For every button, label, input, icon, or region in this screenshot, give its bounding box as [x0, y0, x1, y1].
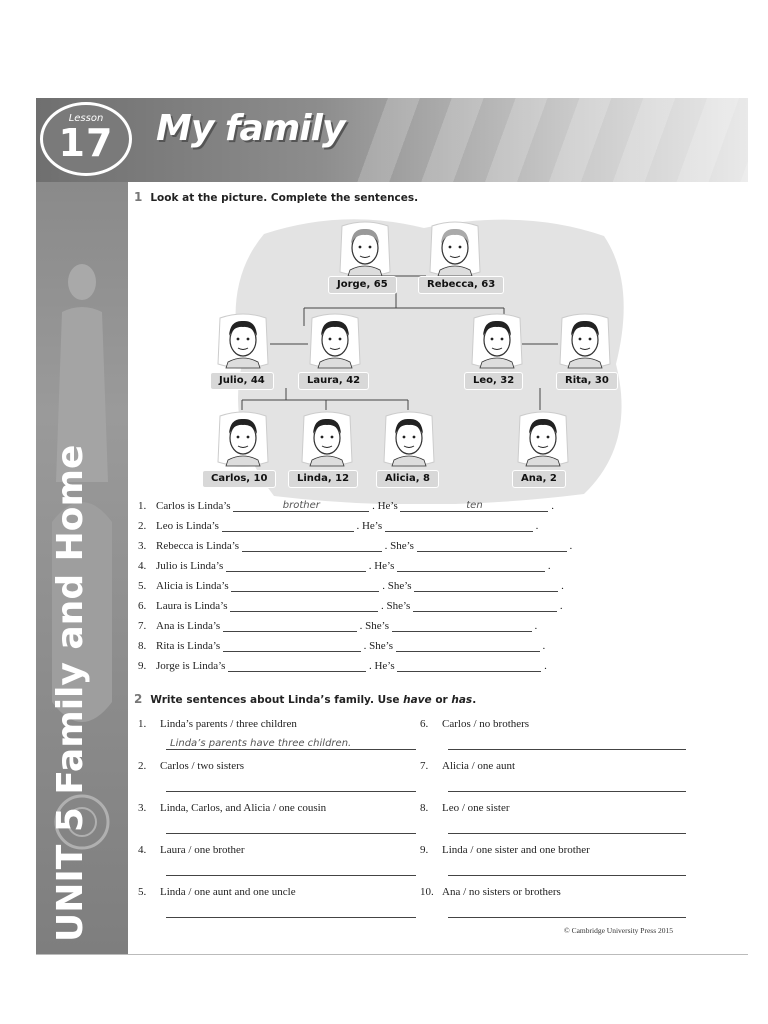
age-blank[interactable] [414, 578, 558, 592]
lesson-number: 17 [58, 121, 114, 165]
item-subject: Alicia is Linda’s [156, 580, 229, 592]
alicia-portrait-icon [382, 410, 436, 468]
prompt-text: Leo / one sister [442, 802, 510, 814]
exercise-2-prompt [138, 886, 296, 898]
answer-line[interactable] [166, 859, 416, 876]
prompt-text: Carlos / no brothers [442, 718, 530, 730]
item-pronoun: . She’s [380, 600, 411, 612]
rebecca-name-tag: Rebecca, 63 [418, 276, 504, 294]
item-number: 9. [420, 844, 429, 856]
ana-portrait-icon [516, 410, 570, 468]
relation-answer: brother [282, 500, 320, 511]
item-pronoun: . She’s [363, 640, 394, 652]
prompt-text: Alicia / one aunt [442, 760, 516, 772]
item-number: 4. [138, 844, 147, 856]
item-number: 8. [420, 802, 429, 814]
prompt-text: Linda / one sister and one brother [442, 844, 590, 856]
relation-blank[interactable] [222, 518, 354, 532]
unit-sidebar [36, 182, 128, 1020]
age-blank[interactable] [385, 518, 533, 532]
item-pronoun: . She’s [359, 620, 390, 632]
linda-portrait-icon [300, 410, 354, 468]
item-subject: Julio is Linda’s [156, 560, 224, 572]
rita-name-tag: Rita, 30 [556, 372, 618, 390]
alicia-name-tag: Alicia, 8 [376, 470, 439, 488]
page-number: 30 [70, 1006, 87, 1020]
item-subject: Laura is Linda’s [156, 600, 228, 612]
relation-blank[interactable] [233, 498, 369, 512]
exercise-1-item: 2. Leo is Linda’s . He’s . [138, 520, 539, 532]
jorge-name-tag: Jorge, 65 [328, 276, 397, 294]
exercise-2-prompt [420, 760, 515, 772]
carlos-name-tag: Carlos, 10 [202, 470, 276, 488]
laura-portrait-icon [308, 312, 362, 370]
exercise-1-item: 4. Julio is Linda’s . He’s . [138, 560, 551, 572]
laura-name-tag: Laura, 42 [298, 372, 369, 390]
exercise-1-item: 8. Rita is Linda’s . She’s . [138, 640, 546, 652]
prompt-text: Linda’s parents / three children [160, 718, 297, 730]
item-pronoun: . He’s [372, 500, 398, 512]
exercise-2-text: Write sentences about Linda’s family. Use [150, 694, 404, 706]
linda-name-tag: Linda, 12 [288, 470, 358, 488]
exercise-1-number: 1 [134, 190, 143, 204]
answer-line[interactable] [448, 901, 686, 918]
item-number: 5. [138, 886, 147, 898]
exercise-2-period: . [472, 694, 477, 706]
item-pronoun: . He’s [368, 660, 395, 672]
age-blank[interactable] [396, 638, 540, 652]
exercise-2-prompt [138, 802, 326, 814]
exercise-2-prompt [420, 886, 561, 898]
answer-line[interactable] [448, 817, 686, 834]
exercise-2-has: has [451, 694, 473, 706]
exercise-1-item: 7. Ana is Linda’s . She’s . [138, 620, 538, 632]
item-number: 3. [138, 540, 147, 552]
item-number: 4. [138, 560, 147, 572]
rebecca-portrait-icon [428, 220, 482, 278]
julio-name-tag: Julio, 44 [210, 372, 274, 390]
age-blank[interactable] [400, 498, 548, 512]
exercise-2-prompt [420, 802, 510, 814]
exercise-2-prompt [138, 760, 244, 772]
exercise-2-instruction [134, 692, 476, 706]
exercise-2-number: 2 [134, 692, 143, 706]
exercise-1-item: 3. Rebecca is Linda’s . She’s . [138, 540, 573, 552]
page-title: My family [156, 108, 345, 149]
item-number: 2. [138, 760, 147, 772]
age-blank[interactable] [392, 618, 532, 632]
item-number: 5. [138, 580, 147, 592]
exercise-1-text: Look at the picture. Complete the sentences. [150, 192, 419, 204]
answer-line[interactable] [448, 733, 686, 750]
item-pronoun: . He’s [368, 560, 395, 572]
answer-line[interactable] [166, 901, 416, 918]
relation-blank[interactable] [230, 598, 378, 612]
item-number: 9. [138, 660, 147, 672]
jorge-portrait-icon [338, 220, 392, 278]
leo-name-tag: Leo, 32 [464, 372, 523, 390]
exercise-1-item: 6. Laura is Linda’s . She’s . [138, 600, 563, 612]
prompt-text: Linda / one aunt and one uncle [160, 886, 296, 898]
item-subject: Ana is Linda’s [156, 620, 221, 632]
exercise-2-have: have [403, 694, 432, 706]
item-number: 3. [138, 802, 147, 814]
exercise-2-prompt [138, 844, 245, 856]
prompt-text: Ana / no sisters or brothers [442, 886, 561, 898]
prompt-text: Laura / one brother [160, 844, 245, 856]
exercise-1-item: 9. Jorge is Linda’s . He’s . [138, 660, 547, 672]
leo-portrait-icon [470, 312, 524, 370]
item-number: 1. [138, 718, 147, 730]
item-number: 10. [420, 886, 434, 898]
julio-portrait-icon [216, 312, 270, 370]
answer-line[interactable] [448, 859, 686, 876]
age-blank[interactable] [417, 538, 567, 552]
age-blank[interactable] [397, 658, 541, 672]
item-number: 6. [138, 600, 147, 612]
relation-blank[interactable] [231, 578, 379, 592]
relation-blank[interactable] [223, 618, 357, 632]
prompt-text: Carlos / two sisters [160, 760, 245, 772]
age-blank[interactable] [397, 558, 545, 572]
exercise-1-instruction [134, 190, 418, 204]
lesson-banner [36, 98, 748, 182]
age-answer: ten [466, 500, 483, 511]
exercise-2-or: or [431, 694, 452, 706]
item-subject: Jorge is Linda’s [156, 660, 226, 672]
exercise-1-item: 5. Alicia is Linda’s . She’s . [138, 580, 564, 592]
item-subject: Carlos is Linda’s [156, 500, 231, 512]
relation-blank[interactable] [226, 558, 366, 572]
carlos-portrait-icon [216, 410, 270, 468]
item-number: 8. [138, 640, 147, 652]
exercise-1-item: 1. Carlos is Linda’s brother . He’s ten . [138, 500, 554, 512]
answer-line[interactable] [448, 775, 686, 792]
relation-blank[interactable] [228, 658, 366, 672]
item-subject: Rebecca is Linda’s [156, 540, 240, 552]
item-subject: Leo is Linda’s [156, 520, 219, 532]
answer-line[interactable] [166, 733, 416, 750]
answer-line[interactable] [166, 817, 416, 834]
exercise-2-prompt [420, 844, 590, 856]
unit-label: UNIT 5 Family and Home [50, 444, 91, 942]
workbook-page [36, 98, 748, 1020]
exercise-2-prompt [138, 718, 297, 730]
age-blank[interactable] [413, 598, 557, 612]
item-number: 1. [138, 500, 147, 512]
answer-text: Linda’s parents have three children. [170, 738, 352, 749]
copyright: © Cambridge University Press 2015 [564, 926, 674, 935]
exercise-2-prompt [420, 718, 529, 730]
ana-name-tag: Ana, 2 [512, 470, 566, 488]
prompt-text: Linda, Carlos, and Alicia / one cousin [160, 802, 327, 814]
relation-blank[interactable] [223, 638, 361, 652]
item-pronoun: . He’s [356, 520, 383, 532]
item-number: 7. [420, 760, 429, 772]
lesson-word: Lesson [68, 113, 104, 124]
banner-stripe [356, 98, 748, 182]
item-number: 7. [138, 620, 147, 632]
item-pronoun: . She’s [384, 540, 414, 552]
item-pronoun: . She’s [382, 580, 412, 592]
answer-line[interactable] [166, 775, 416, 792]
lesson-badge [40, 102, 132, 176]
relation-blank[interactable] [242, 538, 382, 552]
item-number: 2. [138, 520, 147, 532]
item-number: 6. [420, 718, 429, 730]
rita-portrait-icon [558, 312, 612, 370]
item-subject: Rita is Linda’s [156, 640, 221, 652]
